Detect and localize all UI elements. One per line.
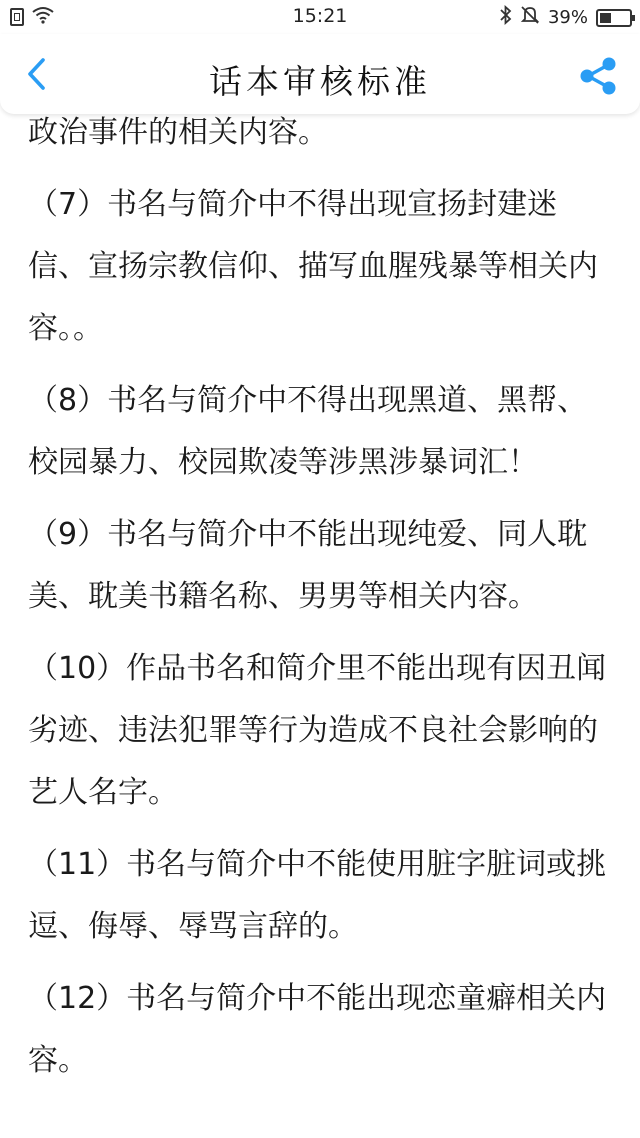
- article-paragraph: （10）作品书名和简介里不能出现有因丑闻劣迹、违法犯罪等行为造成不良社会影响的艺人名字。: [28, 651, 607, 810]
- navigation-bar: [0, 34, 640, 114]
- article-content: [0, 114, 640, 1138]
- status-bar: [0, 0, 640, 34]
- article-paragraph: （12）书名与简介中不能出现恋童癖相关内容。: [28, 981, 607, 1078]
- article-paragraph: （8）书名与简介中不得出现黑道、黑帮、校园暴力、校园欺凌等涉黑涉暴词汇！: [28, 383, 588, 480]
- share-button[interactable]: [578, 56, 618, 96]
- battery-percent: 39%: [547, 7, 588, 28]
- page-title: 话本审核标准: [209, 62, 431, 101]
- status-time: 15:21: [292, 5, 348, 27]
- status-right-icons: [500, 5, 632, 30]
- article-paragraph: （7）书名与简介中不得出现宣扬封建迷信、宣扬宗教信仰、描写血腥残暴等相关内容。。: [28, 187, 598, 346]
- article-paragraph: 政治事件的相关内容。: [28, 115, 328, 150]
- battery-icon: [596, 9, 632, 27]
- battery-level-fill: [600, 13, 611, 23]
- article-paragraph: （11）书名与简介中不能使用脏字脏词或挑逗、侮辱、辱骂言辞的。: [28, 847, 607, 944]
- article-paragraph: （9）书名与简介中不能出现纯爱、同人耽美、耽美书籍名称、男男等相关内容。: [28, 517, 588, 614]
- share-icon: [578, 56, 618, 96]
- mute-bell-icon: [520, 5, 540, 30]
- bluetooth-icon: [500, 5, 512, 30]
